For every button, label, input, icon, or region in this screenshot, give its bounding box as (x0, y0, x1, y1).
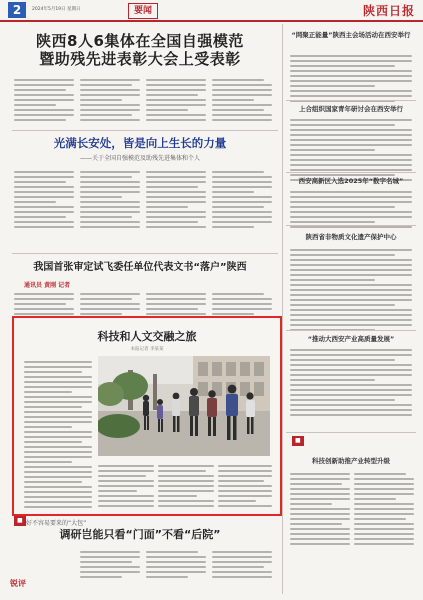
story4-text-col-1 (80, 548, 140, 581)
story3-headline: 我国首张审定试飞委任单位代表文书“落户”陕西 (33, 262, 247, 273)
sidebar-text-4 (290, 246, 412, 334)
feature-title: 科技和人文交融之旅 (97, 330, 197, 343)
feature-text-col-4 (218, 462, 272, 510)
divider (286, 100, 416, 101)
story3-text-col-2 (80, 290, 140, 318)
story4-text-col-3 (212, 548, 272, 581)
divider (12, 130, 278, 131)
feature-photo (98, 356, 270, 456)
feature-byline: 本报记者 李某某 (130, 347, 164, 352)
sidebar-item-3[interactable]: 西安高新区入选2025年“数字名城” (298, 177, 404, 185)
lead-headline-line-1: 陕西8人6集体在全国自强模范 (36, 32, 244, 50)
sidebar-tag: ■ (292, 436, 304, 446)
sidebar-item-2[interactable]: 上合组织国家青年研讨会在西安举行 (299, 105, 403, 113)
lead-text-col-1 (14, 76, 74, 124)
page-number: 2 (8, 2, 26, 18)
sidebar-item-5[interactable]: “推动大西安产业高质量发展” (307, 335, 395, 343)
sidebar-text-5 (290, 346, 412, 419)
commentary-label: 锐评 (10, 579, 26, 588)
story4-tag: ■ (14, 516, 26, 526)
story3-text-col-4 (212, 290, 272, 318)
sidebar-text-1 (290, 52, 412, 105)
story4-text-col-2 (146, 548, 206, 581)
story3-byline: 通讯员 黄刚 记者 (24, 282, 71, 289)
story2-text-col-3 (146, 168, 206, 231)
feature-text-col-1 (24, 358, 92, 511)
sidebar-item-1[interactable]: “网聚正能量”陕西主会场活动在西安举行 (291, 31, 411, 39)
date-line: 2024年5月19日 星期日 (32, 7, 81, 12)
story3-text-col-3 (146, 290, 206, 318)
sidebar-item-4[interactable]: 陕西省非物质文化遗产保护中心 (305, 233, 397, 241)
story2-text-col-2 (80, 168, 140, 231)
featured-article-frame[interactable] (12, 316, 282, 516)
lead-headline (0, 32, 280, 68)
column-divider (282, 24, 283, 594)
sidebar-text-6a (290, 470, 350, 548)
divider (286, 432, 416, 433)
sidebar-text-2 (290, 116, 412, 184)
story2-subhead: ——关于全国自强模范及助残先进集体和个人 (79, 155, 200, 162)
story3-text-col-1 (14, 290, 74, 318)
divider (286, 172, 416, 173)
lead-headline-line-2: 暨助残先进表彰大会上受表彰 (39, 50, 241, 68)
story2-text-col-1 (14, 168, 74, 231)
divider (12, 253, 278, 254)
divider (286, 225, 416, 226)
feature-text-col-3 (158, 462, 214, 510)
lead-text-col-2 (80, 76, 140, 124)
masthead-logo: 陕西日报 (362, 4, 415, 18)
divider (286, 330, 416, 331)
page-header (0, 0, 423, 22)
lead-text-col-3 (146, 76, 206, 124)
sidebar-text-6b (354, 470, 414, 548)
lead-text-col-4 (212, 76, 272, 124)
story2-headline: 光满长安处，皆是向上生长的力量 (53, 136, 227, 150)
feature-text-col-2 (98, 462, 154, 510)
students-photo-illustration (98, 356, 270, 456)
section-label: 要闻 (128, 3, 158, 19)
story4-banner: 好不容易要来的“大包” (26, 520, 87, 527)
story4-headline: 调研岂能只看“门面”不看“后院” (59, 528, 221, 541)
story2-text-col-4 (212, 168, 272, 231)
sidebar-item-6[interactable]: 科技创新助推产业转型升级 (312, 457, 390, 465)
